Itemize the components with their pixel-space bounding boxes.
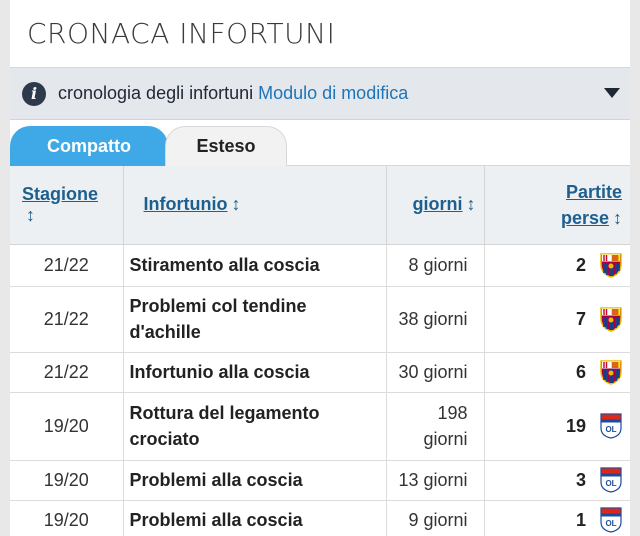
games-missed-cell xyxy=(484,286,630,352)
injury-cell: Infortunio alla coscia xyxy=(123,352,386,392)
season-cell: 19/20 xyxy=(10,392,123,460)
tab-compact[interactable]: Compatto xyxy=(10,126,168,166)
table-row xyxy=(10,352,630,392)
club-crest-icon[interactable] xyxy=(600,359,622,385)
view-tabs xyxy=(10,120,630,166)
games-missed-cell xyxy=(484,500,630,536)
injury-history-card xyxy=(10,0,630,536)
page-title: CRONACA INFORTUNI xyxy=(27,17,336,50)
table-row xyxy=(10,460,630,500)
games-missed-count: 2 xyxy=(575,254,586,275)
season-cell: 19/20 xyxy=(10,500,123,536)
table-row xyxy=(10,286,630,352)
svg-text:OL: OL xyxy=(605,425,617,434)
injury-cell: Problemi alla coscia xyxy=(123,460,386,500)
games-missed-cell xyxy=(484,392,630,460)
days-cell: 38 giorni xyxy=(386,286,484,352)
column-header-days[interactable]: giorni ↕ xyxy=(386,166,484,244)
info-bar-text: cronologia degli infortuni xyxy=(58,83,254,103)
table-row xyxy=(10,392,630,460)
season-cell: 21/22 xyxy=(10,286,123,352)
column-header-injury[interactable]: Infortunio ↕ xyxy=(123,166,386,244)
tab-extended[interactable]: Esteso xyxy=(165,126,287,166)
club-crest-icon[interactable] xyxy=(600,467,622,493)
injury-cell: Problemi alla coscia xyxy=(123,500,386,536)
edit-form-link[interactable]: Modulo di modifica xyxy=(258,83,409,103)
chevron-down-icon[interactable] xyxy=(604,88,620,98)
games-missed-count: 3 xyxy=(575,469,586,490)
club-crest-icon[interactable] xyxy=(600,413,622,439)
days-cell: 9 giorni xyxy=(386,500,484,536)
season-cell: 21/22 xyxy=(10,352,123,392)
games-missed-count: 6 xyxy=(575,361,586,382)
table-row xyxy=(10,244,630,286)
sort-icon[interactable]: ↕ xyxy=(231,194,241,215)
days-cell: 8 giorni xyxy=(386,244,484,286)
games-missed-cell xyxy=(484,460,630,500)
sort-icon[interactable]: ↕ xyxy=(613,207,622,228)
injury-cell: Rottura del legamento crociato xyxy=(123,392,386,460)
sort-icon[interactable]: ↕ xyxy=(466,194,476,215)
column-header-season[interactable]: Stagione↕ xyxy=(10,166,123,244)
info-icon: i xyxy=(22,82,46,106)
games-missed-count: 19 xyxy=(565,415,586,436)
days-cell: 198 giorni xyxy=(386,392,484,460)
games-missed-count: 7 xyxy=(575,308,586,329)
club-crest-icon[interactable] xyxy=(600,306,622,332)
injury-table xyxy=(10,166,630,536)
club-crest-icon[interactable] xyxy=(600,252,622,278)
svg-text:OL: OL xyxy=(605,479,617,488)
days-cell: 30 giorni xyxy=(386,352,484,392)
table-row xyxy=(10,500,630,536)
club-crest-icon[interactable] xyxy=(600,507,622,533)
games-missed-count: 1 xyxy=(575,509,586,530)
games-missed-cell xyxy=(484,352,630,392)
injury-cell: Stiramento alla coscia xyxy=(123,244,386,286)
info-bar[interactable] xyxy=(10,68,630,120)
column-header-games-missed[interactable]: Partite perse ↕ xyxy=(484,166,630,244)
table-header-row xyxy=(10,166,630,244)
season-cell: 19/20 xyxy=(10,460,123,500)
sort-icon[interactable]: ↕ xyxy=(26,204,35,225)
svg-text:OL: OL xyxy=(605,519,617,528)
injury-cell: Problemi col tendine d'achille xyxy=(123,286,386,352)
season-cell: 21/22 xyxy=(10,244,123,286)
days-cell: 13 giorni xyxy=(386,460,484,500)
games-missed-cell xyxy=(484,244,630,286)
section-header xyxy=(10,0,630,68)
